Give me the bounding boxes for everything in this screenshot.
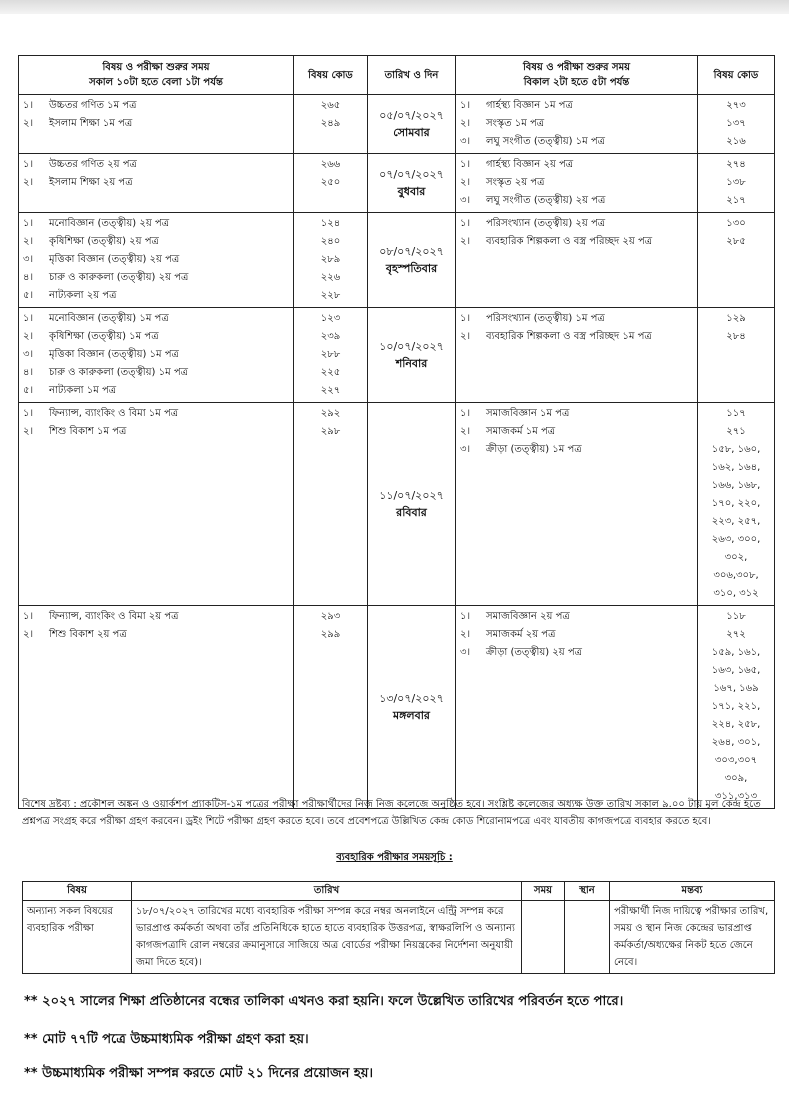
morning-subjects <box>19 606 294 809</box>
practical-header-row <box>23 882 775 901</box>
subject-item <box>23 382 289 400</box>
item-number: ১। <box>460 159 471 170</box>
afternoon-codes <box>698 606 775 809</box>
item-number: ২। <box>23 629 34 640</box>
subject-code: ৩০২, <box>724 552 748 563</box>
subject-code: ১৬৩, ১৬৫, <box>711 665 761 676</box>
footnote-total-papers: ** মোট ৭৭টি পত্রে উচ্চমাধ্যমিক পরীক্ষা গ্রহণ করা হয়। <box>24 1032 309 1047</box>
afternoon-subjects <box>456 213 698 308</box>
date-cell <box>368 403 456 606</box>
item-subject: ইসলাম শিক্ষা ১ম পত্র <box>49 118 133 129</box>
subject-code: ৩০৯, <box>724 773 748 784</box>
subject-item <box>23 626 289 644</box>
subject-item <box>23 233 289 251</box>
subject-code: ১১৮ <box>726 611 746 622</box>
subject-code: ১৬৭, ১৬৯ <box>713 683 759 694</box>
practical-time <box>522 901 565 974</box>
exam-day: বৃহস্পতিবার <box>385 262 438 275</box>
subject-code: ২৬৩, ৩০০, <box>711 534 761 545</box>
item-subject: উচ্চতর গণিত ২য় পত্র <box>49 159 137 170</box>
afternoon-header-line2: বিকাল ২টা হতে ৫টা পর্যন্ত <box>523 77 630 88</box>
morning-subject-header <box>19 56 294 95</box>
item-number: ৩। <box>460 444 471 455</box>
item-number: ৩। <box>23 349 34 360</box>
morning-codes <box>294 403 368 606</box>
afternoon-codes <box>698 95 775 154</box>
item-number: ২। <box>460 331 471 342</box>
subject-item <box>460 626 693 644</box>
practical-remark-header: মন্তব্য <box>610 882 775 901</box>
item-number: ১। <box>460 611 471 622</box>
date-cell <box>368 606 456 809</box>
subject-code: ২৪৯ <box>320 118 341 129</box>
subject-item <box>23 328 289 346</box>
subject-code: ৩১১,৩১৩ <box>714 791 758 802</box>
footnote-holiday: ** ২০২৭ সালের শিক্ষা প্রতিষ্ঠানের বন্ধের তালিকা এখনও করা হয়নি। ফলে উল্লেখিত তারিখের পরিবর্তন হতে পারে। <box>24 994 624 1009</box>
item-subject: পরিসংখ্যান (তত্ত্বীয়) ১ম পত্র <box>486 313 605 324</box>
practical-time-header: সময় <box>522 882 565 901</box>
subject-code: ২১৭ <box>726 195 746 206</box>
item-subject: পরিসংখ্যান (তত্ত্বীয়) ২য় পত্র <box>486 218 606 229</box>
subject-item <box>23 215 289 233</box>
schedule-row <box>19 308 775 403</box>
item-number: ২। <box>23 426 34 437</box>
item-number: ৩। <box>460 136 471 147</box>
item-subject: সমাজবিজ্ঞান ১ম পত্র <box>486 408 570 419</box>
afternoon-subjects <box>456 95 698 154</box>
item-subject: শিশু বিকাশ ১ম পত্র <box>49 426 127 437</box>
date-cell <box>368 154 456 213</box>
practical-place-header: স্থান <box>565 882 610 901</box>
subject-item <box>460 608 693 626</box>
afternoon-codes <box>698 154 775 213</box>
item-number: ৩। <box>23 254 34 265</box>
practical-row <box>23 901 775 974</box>
afternoon-subject-header <box>456 56 698 95</box>
item-number: ১। <box>23 218 34 229</box>
date-cell <box>368 308 456 403</box>
item-subject: নাট্যকলা ১ম পত্র <box>49 385 117 396</box>
subject-item <box>460 233 693 251</box>
subject-code: ১৬৬, ১৬৮, <box>711 480 761 491</box>
schedule-row <box>19 154 775 213</box>
footnote-total-days: ** উচ্চমাধ্যমিক পরীক্ষা সম্পন্ন করতে মোট ২১ দিনের প্রয়োজন হয়। <box>24 1066 374 1081</box>
subject-item <box>23 251 289 269</box>
schedule-body <box>19 95 775 809</box>
subject-item <box>460 115 693 133</box>
subject-item <box>23 269 289 287</box>
subject-code: ১১৭ <box>726 408 746 419</box>
subject-code: ৩০৬,৩০৮, <box>713 570 759 581</box>
subject-item <box>23 423 289 441</box>
morning-subjects <box>19 154 294 213</box>
afternoon-subjects <box>456 154 698 213</box>
item-number: ৩। <box>460 647 471 658</box>
exam-day: রবিবার <box>396 506 427 519</box>
exam-day: বুধবার <box>397 185 426 198</box>
morning-header-line2: সকাল ১০টা হতে বেলা ১টা পর্যন্ত <box>89 77 223 88</box>
item-subject: চারু ও কারুকলা (তত্ত্বীয়) ১ম পত্র <box>49 367 188 378</box>
item-subject: ফিন্যান্স, ব্যাংকিং ও বিমা ২য় পত্র <box>49 611 179 622</box>
subject-code: ২৮৫ <box>726 236 746 247</box>
practical-date-header: তারিখ <box>132 882 522 901</box>
subject-item <box>460 97 693 115</box>
subject-item <box>23 310 289 328</box>
subject-code: ২৭৪ <box>726 159 746 170</box>
top-band <box>0 0 789 14</box>
subject-code: ১৭১, ২২১, <box>711 701 761 712</box>
item-number: ২। <box>23 118 34 129</box>
schedule-row <box>19 213 775 308</box>
morning-codes <box>294 154 368 213</box>
subject-code: ৩১০, ৩১২ <box>713 588 759 599</box>
item-number: ৫। <box>23 290 34 301</box>
subject-code: ১৩৭ <box>726 118 746 129</box>
subject-item <box>460 644 693 662</box>
morning-codes <box>294 606 368 809</box>
subject-code: ১২৪ <box>320 218 341 229</box>
morning-subjects <box>19 403 294 606</box>
item-subject: ব্যবহারিক শিল্পকলা ও বস্ত্র পরিচ্ছদ ২য় পত্র <box>486 236 653 247</box>
morning-codes <box>294 95 368 154</box>
subject-code: ২২৩, ২৫৭, <box>711 516 761 527</box>
subject-code: ২৬৫ <box>320 100 341 111</box>
afternoon-header-line1: বিষয় ও পরীক্ষা শুরুর সময় <box>522 62 631 73</box>
exam-day: মঙ্গলবার <box>393 709 430 722</box>
subject-item <box>460 174 693 192</box>
subject-code: ২২৭ <box>320 385 341 396</box>
item-subject: ব্যবহারিক শিল্পকলা ও বস্ত্র পরিচ্ছদ ১ম পত্র <box>486 331 652 342</box>
item-subject: ক্রীড়া (তত্ত্বীয়) ১ম পত্র <box>486 444 582 455</box>
subject-code: ২৭১ <box>726 426 746 437</box>
subject-code: ১২৩ <box>320 313 341 324</box>
subject-code: ২৬৪, ৩০১, <box>711 737 761 748</box>
subject-code: ২৩৯ <box>320 331 341 342</box>
morning-codes <box>294 308 368 403</box>
date-cell <box>368 213 456 308</box>
subject-code: ২১৬ <box>726 136 746 147</box>
subject-code: ২২৬ <box>320 272 341 283</box>
item-subject: কৃষিশিক্ষা (তত্ত্বীয়) ২য় পত্র <box>49 236 159 247</box>
subject-code: ১২৯ <box>726 313 746 324</box>
item-number: ১। <box>460 100 471 111</box>
item-subject: শিশু বিকাশ ২য় পত্র <box>49 629 127 640</box>
practical-subject-header: বিষয় <box>23 882 132 901</box>
subject-item <box>460 441 693 459</box>
afternoon-subjects <box>456 606 698 809</box>
morning-header-line1: বিষয় ও পরীক্ষা শুরুর সময় <box>102 62 210 73</box>
table-header-row <box>19 56 775 95</box>
item-subject: সংস্কৃত ২য় পত্র <box>486 177 545 188</box>
item-subject: উচ্চতর গণিত ১ম পত্র <box>49 100 137 111</box>
item-subject: মনোবিজ্ঞান (তত্ত্বীয়) ২য় পত্র <box>49 218 170 229</box>
schedule-row <box>19 95 775 154</box>
subject-item <box>460 310 693 328</box>
item-number: ২। <box>460 629 471 640</box>
item-subject: লঘু সংগীত (তত্ত্বীয়) ১ম পত্র <box>486 136 606 147</box>
item-subject: মৃত্তিকা বিজ্ঞান (তত্ত্বীয়) ২য় পত্র <box>49 254 180 265</box>
item-number: ১। <box>23 159 34 170</box>
subject-item <box>460 215 693 233</box>
subject-code: ২৯২ <box>320 408 341 419</box>
subject-code: ২৫০ <box>320 177 341 188</box>
afternoon-code-header: বিষয় কোড <box>698 56 775 95</box>
subject-code: ২৭২ <box>726 629 746 640</box>
practical-place <box>565 901 610 974</box>
exam-date: ০৫/০৭/২০২৭ <box>379 109 444 122</box>
subject-code: ১৫৯, ১৬১, <box>711 647 761 658</box>
exam-date: ১৩/০৭/২০২৭ <box>379 692 444 705</box>
item-number: ১। <box>23 611 34 622</box>
item-subject: ফিন্যান্স, ব্যাংকিং ও বিমা ১ম পত্র <box>49 408 179 419</box>
item-subject: গার্হস্থ্য বিজ্ঞান ১ম পত্র <box>486 100 573 111</box>
practical-subject: অন্যান্য সকল বিষয়ের ব্যবহারিক পরীক্ষা <box>23 901 132 974</box>
subject-item <box>23 156 289 174</box>
subject-code: ২৯৯ <box>320 629 341 640</box>
item-subject: সমাজকর্ম ১ম পত্র <box>486 426 556 437</box>
practical-table <box>22 881 775 974</box>
afternoon-codes <box>698 403 775 606</box>
subject-item <box>460 405 693 423</box>
item-number: ২। <box>460 177 471 188</box>
item-subject: ইসলাম শিক্ষা ২য় পত্র <box>49 177 133 188</box>
item-number: ১। <box>460 313 471 324</box>
subject-item <box>23 346 289 364</box>
item-subject: কৃষিশিক্ষা (তত্ত্বীয়) ১ম পত্র <box>49 331 159 342</box>
subject-code: ২৮৪ <box>726 331 746 342</box>
item-number: ১। <box>460 218 471 229</box>
item-number: ২। <box>460 426 471 437</box>
exam-day: শনিবার <box>395 357 428 370</box>
subject-code: ২৪০ <box>320 236 341 247</box>
item-subject: লঘু সংগীত (তত্ত্বীয়) ২য় পত্র <box>486 195 606 206</box>
subject-code: ১৬২, ১৬৪, <box>711 462 761 473</box>
subject-code: ২৭৩ <box>726 100 746 111</box>
subject-code: ১৭০, ২২০, <box>711 498 761 509</box>
item-number: ৪। <box>23 367 34 378</box>
afternoon-codes <box>698 213 775 308</box>
item-subject: সংস্কৃত ১ম পত্র <box>486 118 545 129</box>
subject-code: ১৩০ <box>726 218 746 229</box>
morning-subjects <box>19 308 294 403</box>
afternoon-codes <box>698 308 775 403</box>
subject-code: ১৫৮, ১৬০, <box>711 444 761 455</box>
date-header: তারিখ ও দিন <box>368 56 456 95</box>
subject-code: ২৮৮ <box>320 349 341 360</box>
subject-item <box>23 97 289 115</box>
item-number: ২। <box>23 236 34 247</box>
exam-date: ০৭/০৭/২০২৭ <box>379 168 444 181</box>
exam-date: ১০/০৭/২০২৭ <box>379 340 444 353</box>
morning-code-header: বিষয় কোড <box>294 56 368 95</box>
item-subject: ক্রীড়া (তত্ত্বীয়) ২য় পত্র <box>486 647 582 658</box>
subject-item <box>460 156 693 174</box>
item-number: ২। <box>460 118 471 129</box>
subject-code: ২২৮ <box>320 290 341 301</box>
exam-day: সোমবার <box>393 126 430 139</box>
subject-code: ২২৪, ২৫৮, <box>711 719 761 730</box>
practical-date: ১৮/০৭/২০২৭ তারিখের মধ্যে ব্যবহারিক পরীক্ষা সম্পন্ন করে নম্বর অনলাইনে এন্ট্রি সম্পন্ন করে ভারপ্রাপ্ত কর্মকর্তা অথবা তাঁর প্রতিনিধিকে হাতে হাতে ব্যবহারিক উত্তরপত্র, স্বাক্ষরলিপি ও অন্যান্য কাগজপত্রাদি রোল নম্বরের ক্রমানুসারে সাজিয়ে অত্র বোর্ডের পরীক্ষা নিয়ন্ত্রকের নির্দেশনা অনুযায়ী জমা দিতে হবে)। <box>132 901 522 974</box>
item-number: ১। <box>23 408 34 419</box>
subject-code: ২৮৯ <box>320 254 341 265</box>
subject-item <box>23 608 289 626</box>
exam-date: ০৮/০৭/২০২৭ <box>379 245 444 258</box>
subject-item <box>460 133 693 151</box>
subject-code: ২৯৮ <box>320 426 341 437</box>
schedule-row <box>19 403 775 606</box>
exam-date: ১১/০৭/২০২৭ <box>379 489 444 502</box>
exam-schedule-table <box>18 55 775 809</box>
item-number: ২। <box>23 331 34 342</box>
item-subject: নাট্যকলা ২য় পত্র <box>49 290 117 301</box>
afternoon-subjects <box>456 403 698 606</box>
special-note: বিশেষ দ্রষ্টব্য : প্রকৌশল অঙ্কন ও ওয়ার্কশপ প্র্যাকটিস-১ম পত্রের পরীক্ষা পরীক্ষার্থীদের নিজ নিজ কলেজে অনুষ্ঠিত হবে। সংশ্লিষ্ট কলেজের অধ্যক্ষ উক্ত তারিখ সকাল ৯.০০ টায় মূল কেন্দ্র হতে প্রশ্নপত্র সংগ্রহ করে পরীক্ষা গ্রহণ করবেন। ড্রইং শিটে পরীক্ষা গ্রহণ করতে হবে। তবে প্রবেশপত্রে উল্লিখিত কেন্দ্র কোড শিরোনামপত্রে এবং যাবতীয় কাগজপত্রে ব্যবহার করতে হবে। <box>22 799 761 827</box>
item-number: ১। <box>23 313 34 324</box>
subject-item <box>460 192 693 210</box>
subject-code: ৩০৩,৩০৭ <box>714 755 758 766</box>
date-cell <box>368 95 456 154</box>
item-subject: চারু ও কারুকলা (তত্ত্বীয়) ২য় পত্র <box>49 272 189 283</box>
practical-remark: পরীক্ষার্থী নিজ দায়িত্বে পরীক্ষার তারিখ, সময় ও স্থান নিজ কেন্দ্রের ভারপ্রাপ্ত কর্মকর্তা/অধ্যক্ষের নিকট হতে জেনে নেবে। <box>610 901 775 974</box>
item-subject: মনোবিজ্ঞান (তত্ত্বীয়) ১ম পত্র <box>49 313 169 324</box>
subject-code: ২৯৩ <box>320 611 341 622</box>
item-number: ২। <box>460 236 471 247</box>
item-number: ৫। <box>23 385 34 396</box>
item-number: ৩। <box>460 195 471 206</box>
subject-code: ২৬৬ <box>320 159 341 170</box>
subject-item <box>23 174 289 192</box>
subject-item <box>23 287 289 305</box>
item-number: ১। <box>23 100 34 111</box>
item-number: ১। <box>460 408 471 419</box>
item-subject: সমাজকর্ম ২য় পত্র <box>486 629 556 640</box>
subject-item <box>460 423 693 441</box>
item-number: ৪। <box>23 272 34 283</box>
subject-item <box>460 328 693 346</box>
subject-code: ১৩৮ <box>726 177 746 188</box>
practical-title: ব্যবহারিক পরীক্ষার সময়সূচি : <box>336 852 453 863</box>
schedule-row <box>19 606 775 809</box>
morning-codes <box>294 213 368 308</box>
item-number: ২। <box>23 177 34 188</box>
morning-subjects <box>19 95 294 154</box>
item-subject: মৃত্তিকা বিজ্ঞান (তত্ত্বীয়) ১ম পত্র <box>49 349 179 360</box>
subject-code: ২২৫ <box>320 367 341 378</box>
item-subject: গার্হস্থ্য বিজ্ঞান ২য় পত্র <box>486 159 574 170</box>
subject-item <box>23 405 289 423</box>
subject-item <box>23 115 289 133</box>
afternoon-subjects <box>456 308 698 403</box>
morning-subjects <box>19 213 294 308</box>
subject-item <box>23 364 289 382</box>
item-subject: সমাজবিজ্ঞান ২য় পত্র <box>486 611 570 622</box>
